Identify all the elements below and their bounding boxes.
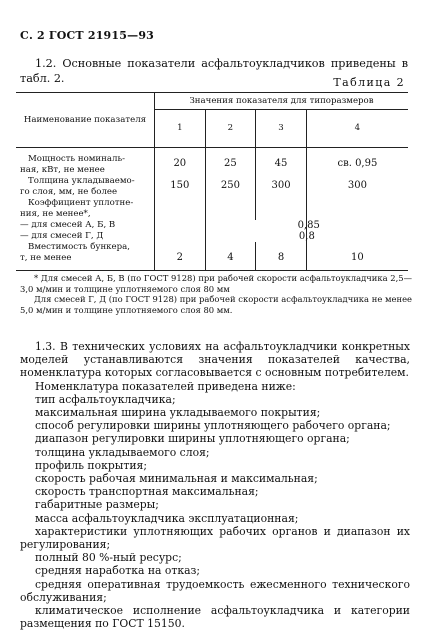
nomenclature-intro: Номенклатура показателей приведена ниже: (35, 379, 296, 393)
list-item: габаритные размеры; (35, 498, 159, 512)
table-cell: 250 (205, 176, 256, 198)
table-row-hopper (16, 242, 408, 271)
list-item: полный 80 %-ный ресурс; (35, 551, 182, 565)
row-label: Мощность номиналь- ная, кВт, не менее (16, 148, 155, 177)
list-item: масса асфальтоукладчика эксплуатационная; (35, 511, 299, 525)
footnote: Для смесей Г, Д (по ГОСТ 9128) при рабочей скорости асфальтоукладчика не менее 5,0 м/мин и толщине уплотняемого слоя 80 мм. (20, 294, 412, 315)
row-label: — для смесей А, Б, В (16, 220, 155, 231)
intro-paragraph: 1.2. Основные показатели асфальтоукладчиков приведены в табл. 2. (20, 57, 408, 85)
table-cell: 150 (155, 176, 206, 198)
list-item: климатическое исполнение асфальтоукладчика и категории размещения по ГОСТ 15150. (20, 604, 410, 631)
table-row-thickness (16, 176, 408, 198)
list-item: скорость транспортная максимальная; (35, 485, 259, 499)
list-item: профиль покрытия; (35, 458, 147, 472)
table-notes (20, 273, 412, 315)
table-cell: 10 (351, 252, 364, 263)
table-row-mix-abv (16, 220, 408, 231)
list-item: максимальная ширина укладываемого покрытия; (35, 406, 321, 420)
page-header: С. 2 ГОСТ 21915—93 (20, 29, 155, 42)
table-cell: 300 (256, 176, 307, 198)
list-item: толщина укладываемого слоя; (35, 445, 210, 459)
list-item: скорость рабочая минимальная и максимальная; (35, 472, 318, 486)
table-cell: 8 (256, 242, 307, 271)
body-text (20, 340, 410, 630)
column-header-name: Наименование показателя (16, 93, 155, 148)
list-item: тип асфальтоукладчика; (35, 392, 176, 406)
column-header-4: 4 (306, 110, 408, 148)
column-group-header: Значения показателя для типоразмеров (155, 93, 409, 110)
list-item: диапазон регулировки ширины уплотняющего органа; (35, 432, 350, 446)
list-item: средняя оперативная трудоемкость ежесменного технического обслуживания; (20, 577, 410, 604)
merged-value: 0,85 (297, 220, 320, 231)
row-label: Коэффициент уплотне- ния, не менее*, (16, 198, 155, 220)
parameters-table (16, 92, 408, 271)
table-cell: 25 (205, 148, 256, 177)
table-row-power (16, 148, 408, 177)
table-cell: 45 (256, 148, 307, 177)
table-cell: 4 (205, 242, 256, 271)
table-cell: св. 0,95 (337, 158, 378, 169)
list-item: средняя наработка на отказ; (35, 564, 201, 578)
table-cell: 2 (155, 242, 206, 271)
column-header-1: 1 (155, 110, 206, 148)
paragraph-1-3: 1.3. В технических условиях на асфальтоукладчики конкретных моделей устанавливаются значения показателей качества, номенклатура которых согласовывается с основным потребителем. (20, 340, 410, 380)
list-item: способ регулировки ширины уплотняющего рабочего органа; (35, 419, 391, 433)
table-caption: Таблица 2 (333, 76, 405, 89)
table-row-compaction (16, 198, 408, 220)
table-cell: 20 (155, 148, 206, 177)
table-row-mix-gd (16, 231, 408, 242)
row-label: Толщина укладываемо- го слоя, мм, не более (16, 176, 155, 198)
merged-value: 0,8 (298, 231, 315, 242)
table-cell: 300 (347, 180, 367, 191)
list-item: характеристики уплотняющих рабочих органов и диапазон их регулирования; (20, 524, 410, 552)
column-header-2: 2 (205, 110, 256, 148)
row-label: — для смесей Г, Д (16, 231, 155, 242)
row-label: Вместимость бункера, т, не менее (16, 242, 155, 271)
column-header-3: 3 (256, 110, 307, 148)
footnote: * Для смесей А, Б, В (по ГОСТ 9128) при рабочей скорости асфальтоукладчика 2,5—3,0 м/мин и толщине уплотняемого слоя 80 мм (20, 273, 412, 294)
